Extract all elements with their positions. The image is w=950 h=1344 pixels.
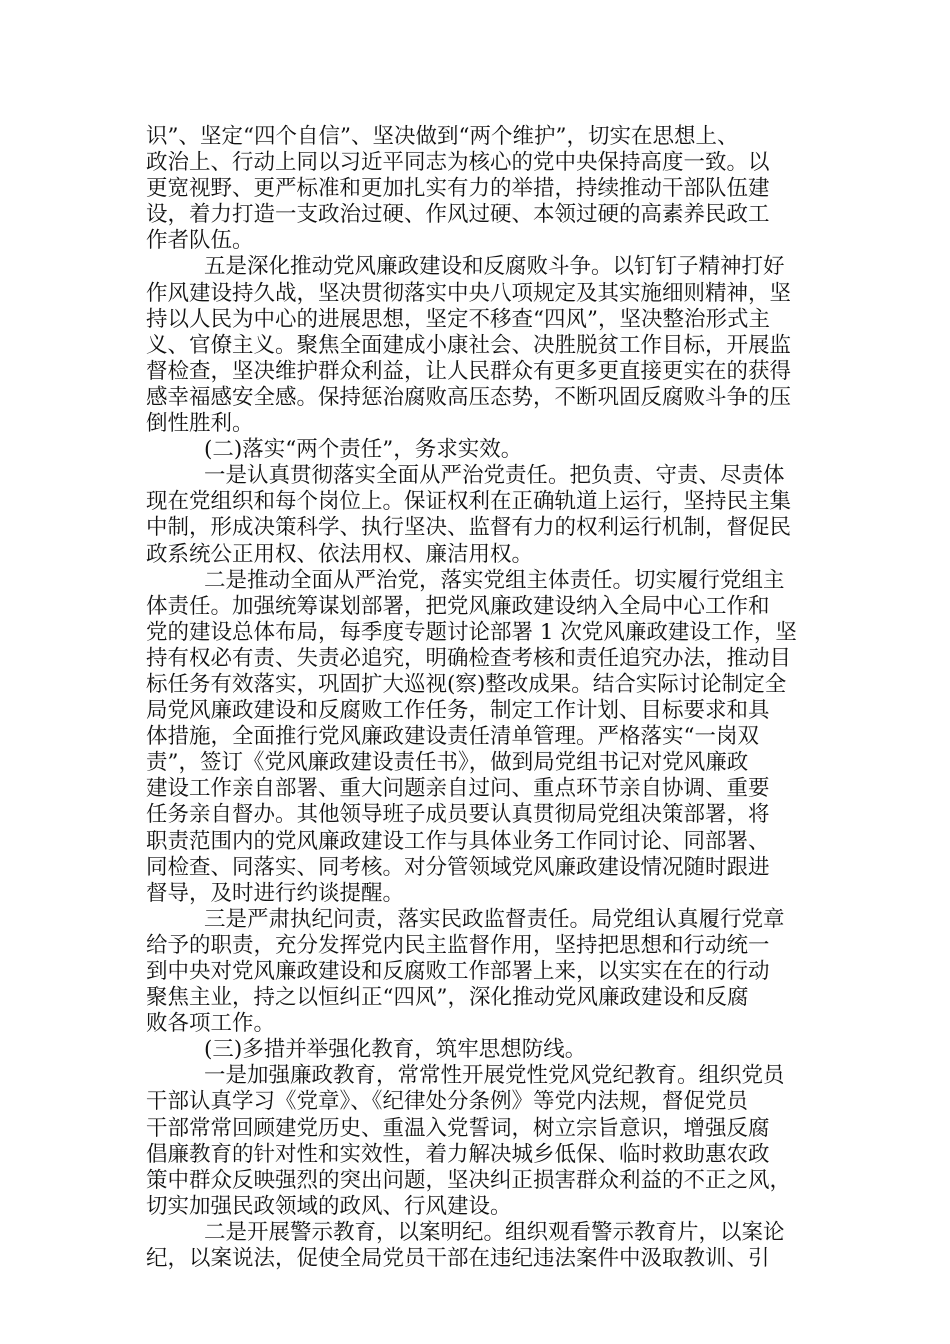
text-line: 败各项工作。 (146, 1011, 276, 1037)
text-line: 政治上、行动上同以习近平同志为核心的党中央保持高度一致。以 (146, 150, 770, 176)
text-line: 到中央对党风廉政建设和反腐败工作部署上来，以实实在在的行动 (146, 959, 770, 984)
text-line: 标任务有效落实，巩固扩大巡视(察)整改成果。结合实际讨论制定全 (146, 671, 787, 697)
document-body (146, 124, 804, 1272)
text-line: 建设工作亲自部署、重大问题亲自过问、重点环节亲自协调、重要 (146, 776, 770, 802)
text-line: 持以人民为中心的进展思想，坚定不移查“四风”，坚决整治形式主 (146, 306, 770, 332)
text-line: 干部认真学习《党章》、《纪律处分条例》等党内法规，督促党员 (146, 1089, 749, 1115)
paragraph-first-line: (二)落实“两个责任”，务求实效。 (204, 437, 523, 463)
text-line: 任务亲自督办。其他领导班子成员要认真贯彻局党组决策部署，将 (146, 802, 770, 828)
text-line: 职责范围内的党风廉政建设工作与具体业务工作同讨论、同部署、 (146, 828, 770, 854)
text-line: 体措施，全面推行党风廉政建设责任清单管理。严格落实“一岗双 (146, 724, 759, 750)
text-line: 局党风廉政建设和反腐败工作任务，制定工作计划、目标要求和具 (146, 698, 770, 724)
text-line: 纪，以案说法，促使全局党员干部在违纪违法案件中汲取教训、引 (146, 1246, 770, 1272)
text-line: 督检查，坚决维护群众利益，让人民群众有更多更直接更实在的获得 (146, 358, 792, 384)
text-line: 策中群众反映强烈的突出问题，坚决纠正损害群众利益的不正之风， (146, 1167, 792, 1193)
text-line: 中制，形成决策科学、执行坚决、监督有力的权利运行机制，督促民 (146, 515, 792, 541)
text-line: 作者队伍。 (146, 228, 254, 254)
text-line: 切实加强民政领域的政风、行风建设。 (146, 1193, 512, 1219)
text-line: 体责任。加强统筹谋划部署，把党风廉政建设纳入全局中心工作和 (146, 593, 770, 619)
paragraph-first-line: 一是加强廉政教育，常常性开展党性党风党纪教育。组织党员 (204, 1063, 785, 1089)
paragraph-first-line: 二是推动全面从严治党，落实党组主体责任。切实履行党组主 (204, 567, 785, 593)
text-line: 倒性胜利。 (146, 411, 254, 437)
text-line: 更宽视野、更严标准和更加扎实有力的举措，持续推动干部队伍建 (146, 176, 770, 202)
text-line: 责”，签订《党风廉政建设责任书》，做到局党组书记对党风廉政 (146, 750, 749, 776)
text-line: 感幸福感安全感。保持惩治腐败高压态势，不断巩固反腐败斗争的压 (146, 384, 792, 410)
text-line: 倡廉教育的针对性和实效性，着力解决城乡低保、临时救助惠农政 (146, 1141, 770, 1167)
text-line: 党的建设总体布局，每季度专题讨论部署 1 次党风廉政建设工作，坚 (146, 619, 797, 645)
paragraph-first-line: 五是深化推动党风廉政建设和反腐败斗争。以钉钉子精神打好 (204, 254, 785, 280)
text-line: 识”、坚定“四个自信”、坚决做到“两个维护”，切实在思想上、 (146, 124, 739, 149)
text-line: 聚焦主业，持之以恒纠正“四风”，深化推动党风廉政建设和反腐 (146, 985, 749, 1011)
paragraph-first-line: 二是开展警示教育，以案明纪。组织观看警示教育片，以案论 (204, 1219, 785, 1245)
text-line: 作风建设持久战，坚决贯彻落实中央八项规定及其实施细则精神，坚 (146, 280, 792, 306)
text-line: 给予的职责，充分发挥党内民主监督作用，坚持把思想和行动统一 (146, 932, 770, 958)
text-line: 设，着力打造一支政治过硬、作风过硬、本领过硬的高素养民政工 (146, 202, 770, 228)
paragraph-first-line: 三是严肃执纪问责，落实民政监督责任。局党组认真履行党章 (204, 906, 785, 932)
text-line: 义、官僚主义。聚焦全面建成小康社会、决胜脱贫工作目标，开展监 (146, 332, 792, 358)
text-line: 持有权必有责、失责必追究，明确检查考核和责任追究办法，推动目 (146, 645, 792, 671)
text-line: 现在党组织和每个岗位上。保证权利在正确轨道上运行，坚持民主集 (146, 489, 792, 515)
text-line: 政系统公正用权、依法用权、廉洁用权。 (146, 541, 534, 567)
text-line: 督导，及时进行约谈提醒。 (146, 880, 405, 906)
text-line: 干部常常回顾建党历史、重温入党誓词，树立宗旨意识，增强反腐 (146, 1115, 770, 1141)
text-line: 同检查、同落实、同考核。对分管领域党风廉政建设情况随时跟进 (146, 854, 770, 880)
paragraph-first-line: 一是认真贯彻落实全面从严治党责任。把负责、守责、尽责体 (204, 463, 785, 489)
paragraph-first-line: (三)多措并举强化教育，筑牢思想防线。 (204, 1037, 587, 1063)
